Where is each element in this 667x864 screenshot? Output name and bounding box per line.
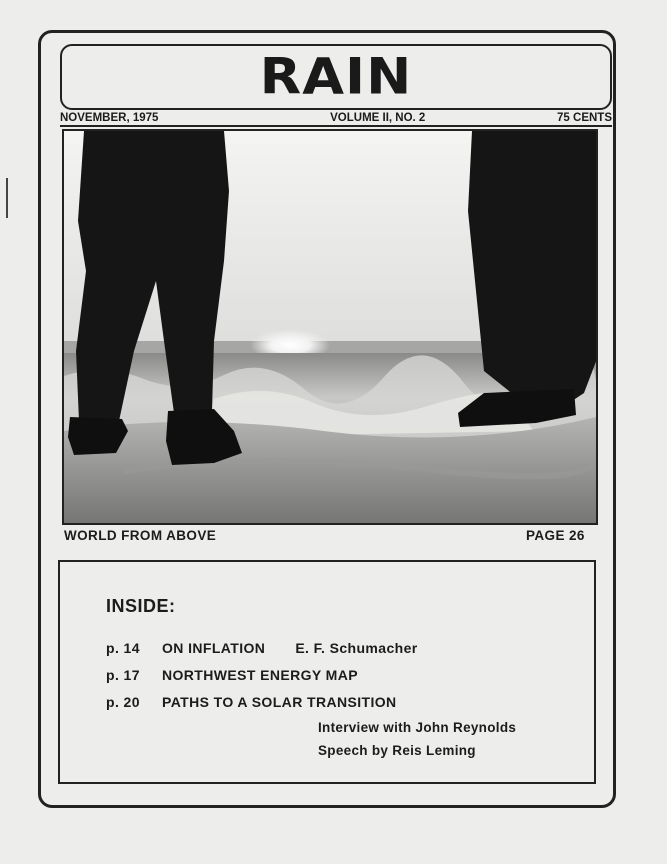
- contents-item-page: p. 17: [106, 667, 140, 683]
- contents-item: [106, 667, 358, 683]
- issue-date: NOVEMBER, 1975: [60, 112, 159, 124]
- magazine-title: RAIN: [259, 47, 413, 106]
- issue-price: 75 CENTS: [557, 112, 612, 124]
- contents-item-title: NORTHWEST ENERGY MAP: [162, 667, 358, 683]
- contents-heading: INSIDE:: [106, 596, 176, 616]
- cover-photo: [62, 129, 598, 525]
- contents-item-title: PATHS TO A SOLAR TRANSITION: [162, 694, 397, 710]
- cover-page-ref: PAGE 26: [526, 528, 585, 543]
- contents-item: [106, 640, 418, 656]
- contents-subitem: Interview with John Reynolds: [318, 720, 517, 735]
- issue-volume: VOLUME II, NO. 2: [330, 112, 426, 124]
- cover-photo-image: [64, 131, 596, 523]
- cover-caption: WORLD FROM ABOVE: [64, 528, 217, 543]
- masthead: [60, 44, 612, 110]
- issue-info-bar: [60, 110, 612, 126]
- contents-item-author: E. F. Schumacher: [295, 640, 418, 656]
- contents-item-page: p. 20: [106, 694, 140, 710]
- contents-box: [58, 560, 596, 784]
- contents-subitem: Speech by Reis Leming: [318, 743, 476, 758]
- issue-rule: [60, 125, 612, 127]
- contents-item-page: p. 14: [106, 640, 140, 656]
- contents-item: [106, 694, 397, 710]
- contents-item-title: ON INFLATION: [162, 640, 266, 656]
- page-edge-mark: [6, 178, 8, 218]
